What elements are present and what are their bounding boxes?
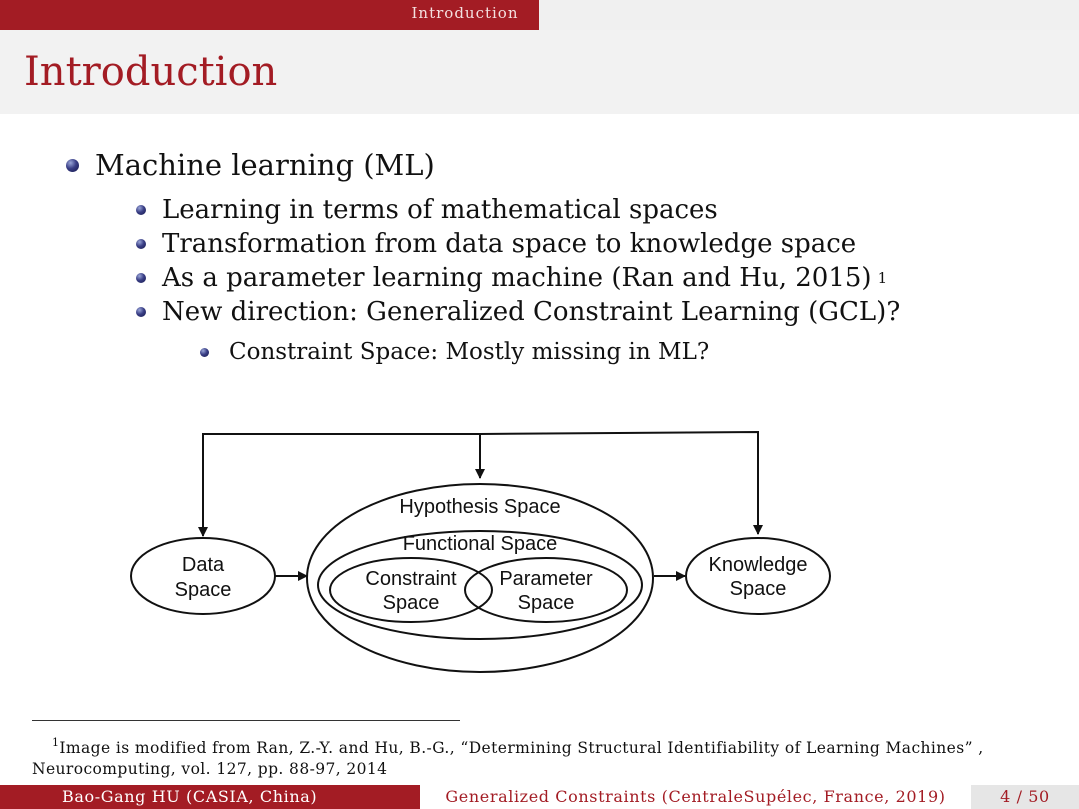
parameter-space-label-line2: Space bbox=[517, 592, 575, 614]
parameter-space-label-line1: Parameter bbox=[499, 568, 593, 590]
footnote-reference[interactable]: 1 bbox=[877, 269, 888, 287]
knowledge-space-label-line2: Space bbox=[729, 578, 787, 600]
bullet-text: Learning in terms of mathematical spaces bbox=[162, 195, 718, 225]
page-counter: 4 / 50 bbox=[1000, 787, 1050, 806]
data-space-label-line2: Space bbox=[174, 579, 232, 601]
constraint-space-label-line1: Constraint bbox=[365, 568, 457, 590]
footnote-mark: 1 bbox=[52, 736, 60, 749]
bullet-text: Constraint Space: Mostly missing in ML? bbox=[229, 339, 710, 365]
bullet-text: Transformation from data space to knowledge space bbox=[162, 229, 857, 259]
footnote bbox=[32, 732, 1052, 780]
footnote-rule bbox=[32, 720, 460, 721]
footnote-text: Image is modified from Ran, Z.-Y. and Hu, B.-G., “Determining Structural Identifiability of Learning Machines” , Neurocomputing, vol. 127, pp. 88-97, 2014 bbox=[32, 739, 984, 778]
slide-footer bbox=[0, 785, 1079, 809]
section-nav-label[interactable]: Introduction bbox=[411, 4, 519, 22]
footer-author-box bbox=[0, 785, 420, 809]
bullet-text: As a parameter learning machine (Ran and Hu, 2015) bbox=[162, 263, 872, 293]
hypothesis-space-label: Hypothesis Space bbox=[399, 496, 561, 518]
footer-title-box bbox=[420, 785, 971, 809]
bullet-text: New direction: Generalized Constraint Learning (GCL)? bbox=[162, 297, 901, 327]
constraint-space-label-line2: Space bbox=[382, 592, 440, 614]
knowledge-space-label-line1: Knowledge bbox=[708, 554, 808, 576]
slide-title: Introduction bbox=[24, 49, 278, 95]
bullet-text: Machine learning (ML) bbox=[95, 148, 435, 182]
footer-author: Bao-Gang HU (CASIA, China) bbox=[62, 787, 318, 806]
knowledge-space-ellipse bbox=[686, 538, 830, 614]
footer-talk-title: Generalized Constraints (CentraleSupélec, France, 2019) bbox=[445, 787, 946, 806]
data-space-label-line1: Data bbox=[181, 554, 225, 576]
footer-page-box bbox=[971, 785, 1079, 809]
data-space-ellipse bbox=[131, 538, 275, 614]
functional-space-label: Functional Space bbox=[402, 533, 558, 555]
